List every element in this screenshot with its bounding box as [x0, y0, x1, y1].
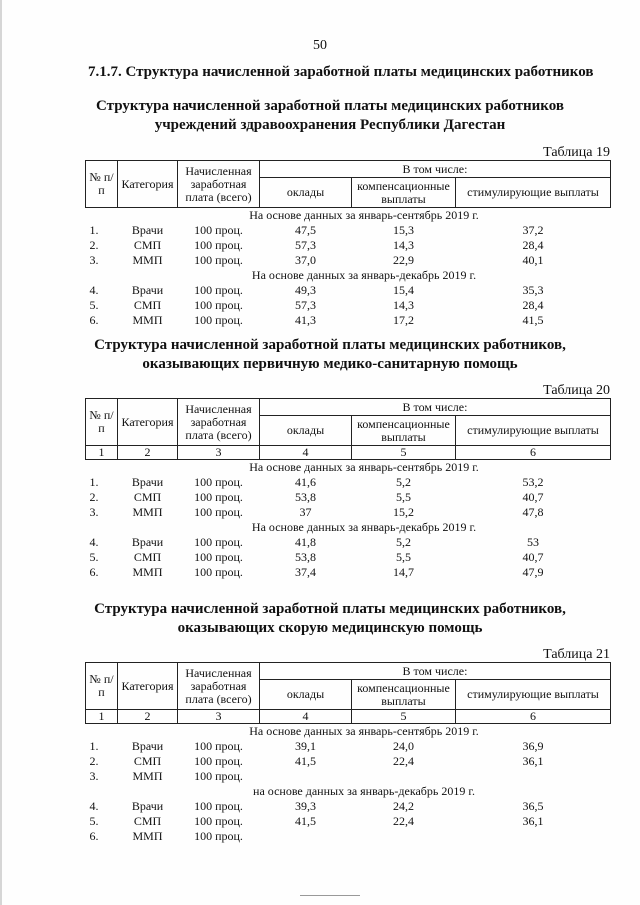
table-row: [86, 739, 611, 754]
row-category: СМП: [133, 753, 162, 768]
table-row: [86, 829, 611, 844]
row-number: 6.: [89, 312, 99, 327]
period-heading: на основе данных за январь-декабрь 2019 г.: [253, 783, 475, 798]
row-stimulating: 40,1: [522, 252, 544, 267]
period-heading: На основе данных за январь-сентябрь 2019 г.: [249, 723, 479, 738]
row-stimulating: 35,3: [522, 282, 544, 297]
header-compensation: компенсационные выплаты: [352, 178, 456, 208]
row-total: 100 проц.: [194, 312, 243, 327]
row-total: 100 проц.: [194, 222, 243, 237]
header-stimulating: стимулирующие выплаты: [456, 178, 611, 208]
row-category: ММП: [132, 504, 163, 519]
row-stimulating: 40,7: [522, 549, 544, 564]
row-number: 2.: [89, 489, 99, 504]
row-compensation: 5,5: [396, 549, 411, 564]
column-number: 5: [352, 710, 456, 724]
header-including: В том числе:: [260, 399, 611, 416]
table-row: [86, 769, 611, 784]
row-salary: 49,3: [295, 282, 316, 297]
row-salary: 37,4: [295, 564, 316, 579]
bottom-mark: [300, 895, 360, 896]
table21-title: [80, 600, 580, 638]
table-19: [85, 160, 611, 328]
row-salary: 39,3: [295, 798, 316, 813]
row-number: 3.: [89, 504, 99, 519]
row-salary: 47,5: [295, 222, 316, 237]
row-number: 3.: [89, 768, 99, 783]
row-number: 5.: [89, 297, 99, 312]
row-total: 100 проц.: [194, 489, 243, 504]
row-stimulating: 47,9: [522, 564, 544, 579]
row-category: ММП: [132, 312, 163, 327]
table-row: [86, 505, 611, 520]
row-compensation: [352, 769, 456, 784]
table19-title-line2: учреждений здравоохранения Республики Дагестан: [154, 117, 506, 133]
table-row: [86, 223, 611, 238]
row-number: 6.: [89, 564, 99, 579]
row-category: ММП: [132, 252, 163, 267]
row-salary: 37: [299, 504, 312, 519]
row-compensation: 15,2: [393, 504, 414, 519]
table21-label: Таблица 21: [543, 647, 610, 662]
column-number: 1: [86, 710, 118, 724]
column-number: 2: [118, 446, 178, 460]
row-compensation: 14,3: [393, 237, 414, 252]
row-salary: 53,8: [295, 549, 316, 564]
row-category: Врачи: [131, 738, 164, 753]
row-salary: [260, 769, 352, 784]
row-stimulating: 36,1: [522, 813, 544, 828]
table-row: [86, 313, 611, 328]
header-compensation: компенсационные выплаты: [352, 416, 456, 446]
row-total: 100 проц.: [194, 813, 243, 828]
row-number: 5.: [89, 549, 99, 564]
table-row: [86, 754, 611, 769]
row-number: 1.: [89, 222, 99, 237]
header-num: № п/п: [86, 663, 118, 710]
table-row: [86, 799, 611, 814]
table-row: [86, 298, 611, 313]
row-total: 100 проц.: [194, 738, 243, 753]
row-stimulating: 53: [527, 534, 539, 549]
row-salary: 41,5: [295, 813, 316, 828]
row-stimulating: 41,5: [522, 312, 544, 327]
row-total: 100 проц.: [194, 564, 243, 579]
row-category: Врачи: [131, 222, 164, 237]
row-salary: 41,5: [295, 753, 316, 768]
table19-title-line1: Структура начисленной заработной платы медицинских работников: [96, 98, 564, 114]
table19-label: Таблица 19: [543, 145, 610, 160]
row-salary: 37,0: [295, 252, 316, 267]
row-category: Врачи: [131, 282, 164, 297]
header-num: № п/п: [86, 399, 118, 446]
row-stimulating: 40,7: [522, 489, 544, 504]
column-number: 2: [118, 710, 178, 724]
table20-title-line1: Структура начисленной заработной платы медицинских работников,: [94, 337, 566, 353]
row-number: 1.: [89, 474, 99, 489]
row-total: 100 проц.: [194, 768, 243, 783]
column-number: 6: [456, 446, 611, 460]
row-category: СМП: [133, 297, 162, 312]
table-row: [86, 253, 611, 268]
row-number: 4.: [89, 798, 99, 813]
row-total: 100 проц.: [194, 297, 243, 312]
page-number: 50: [313, 38, 327, 53]
column-number: 3: [178, 446, 260, 460]
row-category: СМП: [133, 237, 162, 252]
table-row: [86, 238, 611, 253]
column-number: 5: [352, 446, 456, 460]
row-total: 100 проц.: [194, 504, 243, 519]
row-compensation: 14,3: [393, 297, 414, 312]
header-salary: оклады: [260, 680, 352, 710]
row-stimulating: 47,8: [522, 504, 544, 519]
row-stimulating: 37,2: [522, 222, 544, 237]
row-stimulating: 36,5: [522, 798, 544, 813]
row-stimulating: 36,1: [522, 753, 544, 768]
scan-edge: [0, 0, 2, 905]
row-total: 100 проц.: [194, 753, 243, 768]
row-category: ММП: [132, 768, 163, 783]
row-category: Врачи: [131, 798, 164, 813]
row-compensation: 14,7: [393, 564, 414, 579]
row-compensation: 24,0: [393, 738, 414, 753]
row-salary: 53,8: [295, 489, 316, 504]
table-row: [86, 550, 611, 565]
header-total: Начисленная заработная плата (всего): [178, 663, 260, 710]
table-row: [86, 475, 611, 490]
table-row: [86, 490, 611, 505]
header-category: Категория: [118, 161, 178, 208]
row-category: ММП: [132, 564, 163, 579]
row-salary: 41,3: [295, 312, 316, 327]
row-total: 100 проц.: [194, 237, 243, 252]
row-stimulating: 53,2: [522, 474, 544, 489]
header-salary: оклады: [260, 178, 352, 208]
row-category: ММП: [132, 828, 163, 843]
row-compensation: 22,4: [393, 813, 414, 828]
row-total: 100 проц.: [194, 798, 243, 813]
row-salary: [260, 829, 352, 844]
row-compensation: 17,2: [393, 312, 414, 327]
table-row: [86, 535, 611, 550]
row-salary: 57,3: [295, 237, 316, 252]
row-total: 100 проц.: [194, 252, 243, 267]
section-heading: 7.1.7. Структура начисленной заработной платы медицинских работников: [88, 64, 594, 80]
row-category: Врачи: [131, 474, 164, 489]
row-number: 4.: [89, 534, 99, 549]
row-salary: 39,1: [295, 738, 316, 753]
row-total: 100 проц.: [194, 828, 243, 843]
table20-title: [80, 336, 580, 374]
row-stimulating: [456, 769, 611, 784]
row-number: 2.: [89, 237, 99, 252]
header-stimulating: стимулирующие выплаты: [456, 416, 611, 446]
row-category: СМП: [133, 489, 162, 504]
row-number: 5.: [89, 813, 99, 828]
table21-title-line1: Структура начисленной заработной платы медицинских работников,: [94, 601, 566, 617]
row-total: 100 проц.: [194, 534, 243, 549]
period-heading: На основе данных за январь-сентябрь 2019 г.: [249, 207, 479, 222]
row-number: 1.: [89, 738, 99, 753]
row-category: Врачи: [131, 534, 164, 549]
row-compensation: 22,9: [393, 252, 414, 267]
row-salary: 41,8: [295, 534, 316, 549]
row-total: 100 проц.: [194, 474, 243, 489]
row-stimulating: 28,4: [522, 297, 544, 312]
table-row: [86, 565, 611, 580]
row-compensation: 15,3: [393, 222, 414, 237]
row-number: 2.: [89, 753, 99, 768]
header-total: Начисленная заработная плата (всего): [178, 399, 260, 446]
column-number: 4: [260, 710, 352, 724]
header-num: № п/п: [86, 161, 118, 208]
header-including: В том числе:: [260, 161, 611, 178]
header-total: Начисленная заработная плата (всего): [178, 161, 260, 208]
header-including: В том числе:: [260, 663, 611, 680]
table-row: [86, 814, 611, 829]
row-compensation: [352, 829, 456, 844]
row-number: 3.: [89, 252, 99, 267]
row-number: 4.: [89, 282, 99, 297]
column-number: 3: [178, 710, 260, 724]
header-salary: оклады: [260, 416, 352, 446]
column-number: 4: [260, 446, 352, 460]
row-compensation: 5,2: [396, 534, 411, 549]
table20-title-line2: оказывающих первичную медико-санитарную помощь: [142, 356, 518, 372]
row-salary: 41,6: [295, 474, 316, 489]
period-heading: На основе данных за январь-сентябрь 2019 г.: [249, 459, 479, 474]
header-category: Категория: [118, 663, 178, 710]
row-total: 100 проц.: [194, 549, 243, 564]
row-stimulating: [456, 829, 611, 844]
row-compensation: 24,2: [393, 798, 414, 813]
table19-title: [80, 97, 580, 135]
period-heading: На основе данных за январь-декабрь 2019 г.: [251, 519, 477, 534]
table20-label: Таблица 20: [543, 383, 610, 398]
column-number: 6: [456, 710, 611, 724]
period-heading: На основе данных за январь-декабрь 2019 г.: [251, 267, 477, 282]
row-stimulating: 36,9: [522, 738, 544, 753]
row-category: СМП: [133, 813, 162, 828]
table-row: [86, 283, 611, 298]
table-20: [85, 398, 611, 580]
header-stimulating: стимулирующие выплаты: [456, 680, 611, 710]
column-number: 1: [86, 446, 118, 460]
row-compensation: 15,4: [393, 282, 414, 297]
row-category: СМП: [133, 549, 162, 564]
table21-title-line2: оказывающих скорую медицинскую помощь: [177, 620, 483, 636]
table-21: [85, 662, 611, 844]
row-compensation: 5,5: [396, 489, 411, 504]
row-stimulating: 28,4: [522, 237, 544, 252]
row-total: 100 проц.: [194, 282, 243, 297]
row-compensation: 22,4: [393, 753, 414, 768]
header-category: Категория: [118, 399, 178, 446]
row-salary: 57,3: [295, 297, 316, 312]
header-compensation: компенсационные выплаты: [352, 680, 456, 710]
row-compensation: 5,2: [396, 474, 411, 489]
row-number: 6.: [89, 828, 99, 843]
